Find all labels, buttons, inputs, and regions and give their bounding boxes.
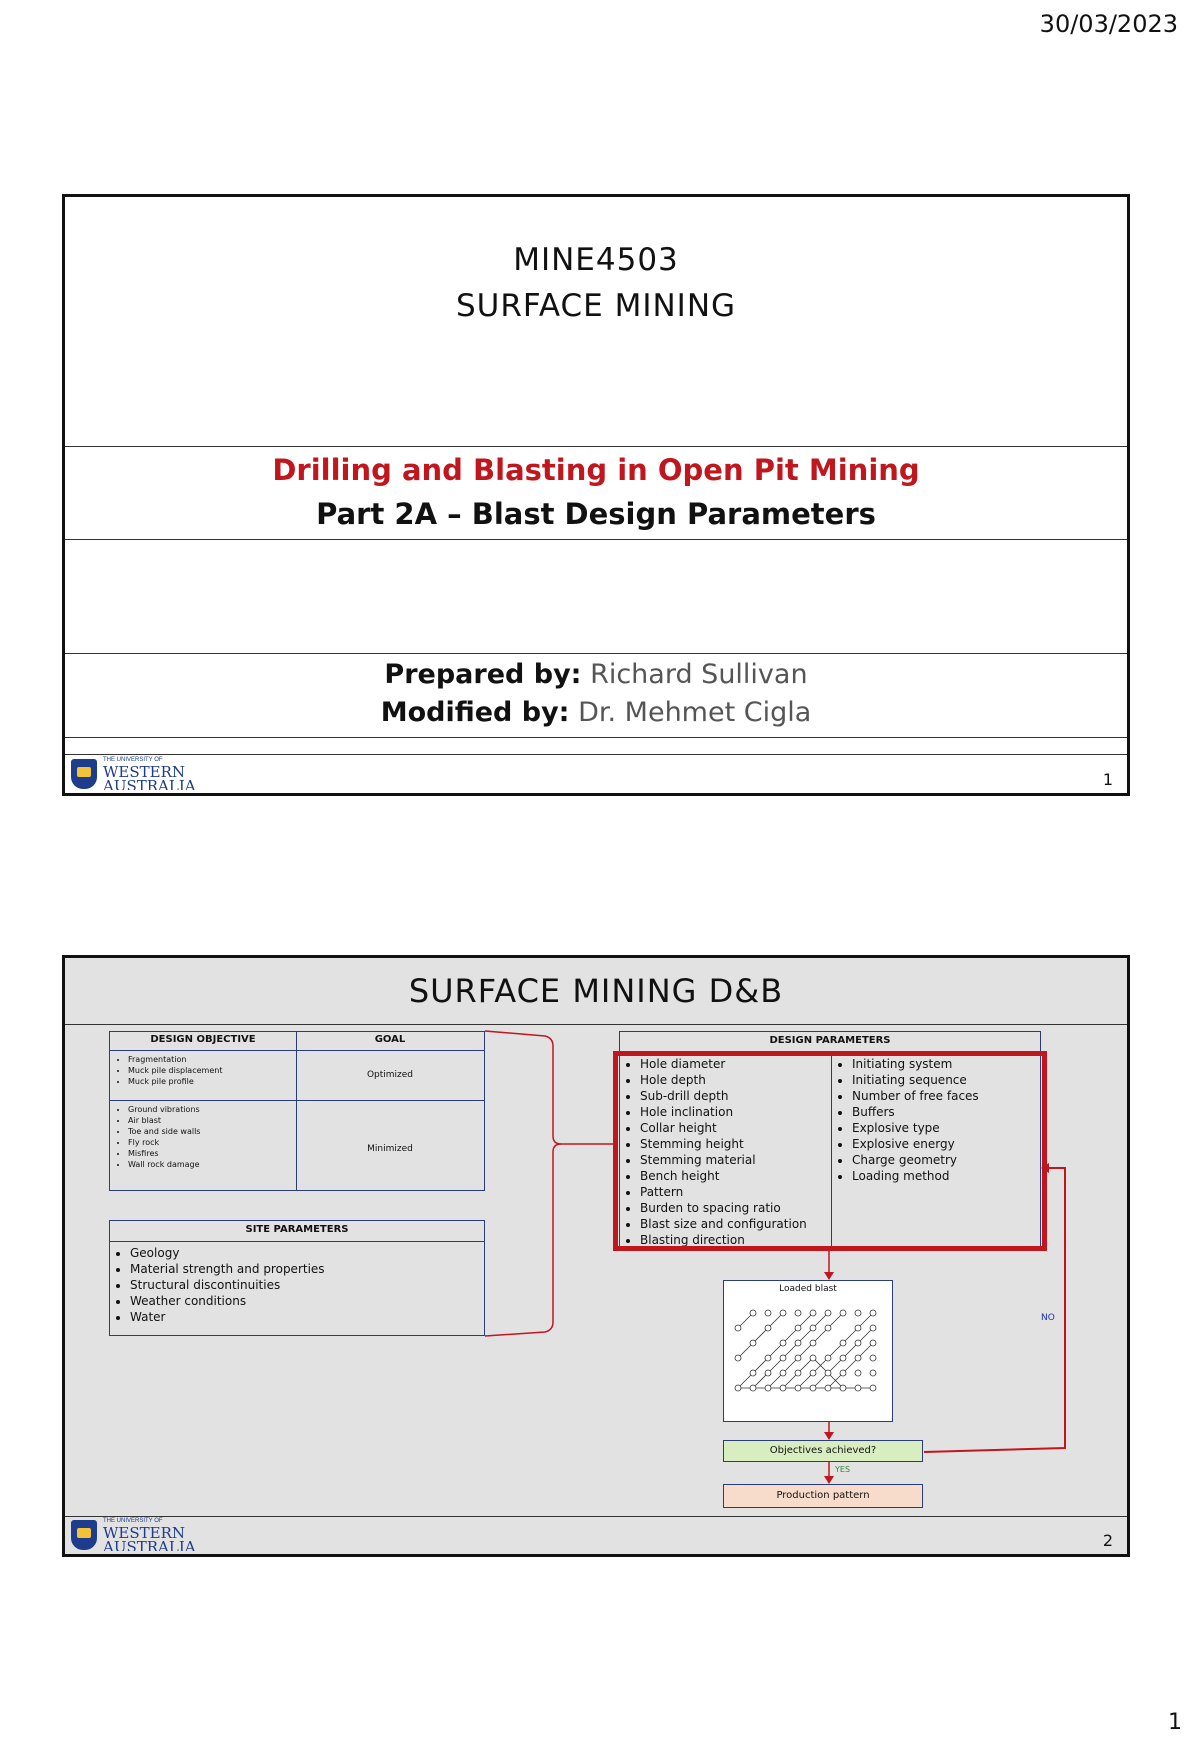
goal-optimized: Optimized: [366, 1070, 414, 1080]
logo-line2: WESTERN: [103, 763, 186, 781]
list-item: • Material strength and properties: [130, 1261, 490, 1277]
logo-line1: THE UNIVERSITY OF: [103, 1518, 163, 1524]
connector-objectives: [485, 1031, 613, 1144]
loaded-blast-box: [723, 1280, 893, 1422]
list-item: • Pattern: [640, 1184, 840, 1200]
goal-minimized: Minimized: [367, 1144, 413, 1154]
flow-connectors: [65, 958, 1127, 1554]
list-item: • Hole inclination: [640, 1104, 840, 1120]
print-date: 30/03/2023: [1039, 10, 1178, 38]
list-item: • Sub-drill depth: [640, 1088, 840, 1104]
arrowhead-icon: [824, 1432, 834, 1440]
logo-line1: THE UNIVERSITY OF: [103, 757, 163, 763]
prepared-label: Prepared by:: [384, 659, 582, 690]
modified-name: Dr. Mehmet Cigla: [578, 697, 812, 728]
logo-line2: WESTERN: [103, 1524, 186, 1542]
list-item: • Initiating sequence: [852, 1072, 1050, 1088]
list-item: • Blasting direction: [640, 1232, 840, 1248]
list-item: • Wall rock damage: [128, 1159, 304, 1170]
prepared-by: [65, 659, 1127, 690]
footer-divider: [65, 1516, 1127, 1517]
list-item: • Initiating system: [852, 1056, 1050, 1072]
list-item: • Structural discontinuities: [130, 1277, 490, 1293]
list-item: • Stemming material: [640, 1152, 840, 1168]
list-item: • Hole depth: [640, 1072, 840, 1088]
arrowhead-icon: [1041, 1163, 1049, 1173]
topic-title: Drilling and Blasting in Open Pit Mining: [272, 453, 920, 487]
list-item: • Loading method: [852, 1168, 1050, 1184]
list-item: • Ground vibrations: [128, 1104, 304, 1115]
list-item: • Muck pile profile: [128, 1076, 304, 1087]
divider: [65, 653, 1127, 654]
slide-2: [62, 955, 1130, 1557]
slide-title: SURFACE MINING D&B: [408, 972, 784, 1010]
no-label: NO: [1041, 1313, 1055, 1323]
modified-by: [65, 697, 1127, 728]
yes-label: YES: [835, 1465, 851, 1474]
list-item: • Collar height: [640, 1120, 840, 1136]
list-item: • Explosive type: [852, 1120, 1050, 1136]
prepared-name: Richard Sullivan: [590, 659, 808, 690]
list-item: • Hole diameter: [640, 1056, 840, 1072]
slide-number: 1: [1102, 770, 1113, 789]
course-code: MINE4503: [513, 242, 679, 278]
list-item: • Toe and side walls: [128, 1126, 304, 1137]
uwa-logo: [71, 1518, 196, 1552]
list-item: • Stemming height: [640, 1136, 840, 1152]
logo-line3: AUSTRALIA: [103, 779, 196, 790]
list-item: • Water: [130, 1309, 490, 1325]
design-parameters-header: DESIGN PARAMETERS: [769, 1035, 891, 1046]
logo-line3: AUSTRALIA: [103, 1540, 196, 1551]
uwa-logo: [71, 757, 196, 791]
list-item: • Geology: [130, 1245, 490, 1261]
list-item: • Blast size and configuration: [640, 1216, 840, 1232]
goal-header: GOAL: [374, 1034, 406, 1045]
production-pattern-box: Production pattern: [723, 1484, 923, 1508]
page-number: 1: [1168, 1710, 1182, 1735]
slide-1: [62, 194, 1130, 796]
crest-icon: [71, 759, 97, 789]
objective-header: DESIGN OBJECTIVE: [150, 1034, 256, 1045]
slide-number: 2: [1102, 1531, 1113, 1550]
list-item: • Buffers: [852, 1104, 1050, 1120]
course-title: SURFACE MINING: [455, 288, 737, 324]
arrowhead-icon: [824, 1272, 834, 1280]
list-item: • Misfires: [128, 1148, 304, 1159]
list-item: • Explosive energy: [852, 1136, 1050, 1152]
site-parameters-header: SITE PARAMETERS: [245, 1224, 349, 1235]
arrowhead-icon: [824, 1476, 834, 1484]
loaded-blast-label: Loaded blast: [779, 1284, 837, 1294]
modified-label: Modified by:: [380, 697, 570, 728]
crest-icon: [71, 1520, 97, 1550]
list-item: • Air blast: [128, 1115, 304, 1126]
list-item: • Muck pile displacement: [128, 1065, 304, 1076]
footer-divider: [65, 754, 1127, 755]
list-item: • Burden to spacing ratio: [640, 1200, 840, 1216]
divider: [65, 446, 1127, 447]
no-loop-line: [924, 1168, 1065, 1452]
divider: [65, 737, 1127, 738]
connector-site: [485, 1144, 561, 1336]
objectives-box: Objectives achieved?: [723, 1440, 923, 1462]
divider: [65, 539, 1127, 540]
list-item: • Fly rock: [128, 1137, 304, 1148]
list-item: • Number of free faces: [852, 1088, 1050, 1104]
part-title: Part 2A – Blast Design Parameters: [316, 497, 876, 531]
list-item: • Fragmentation: [128, 1054, 304, 1065]
list-item: • Charge geometry: [852, 1152, 1050, 1168]
blast-pattern-diagram: [733, 1298, 883, 1408]
list-item: • Bench height: [640, 1168, 840, 1184]
list-item: • Weather conditions: [130, 1293, 490, 1309]
